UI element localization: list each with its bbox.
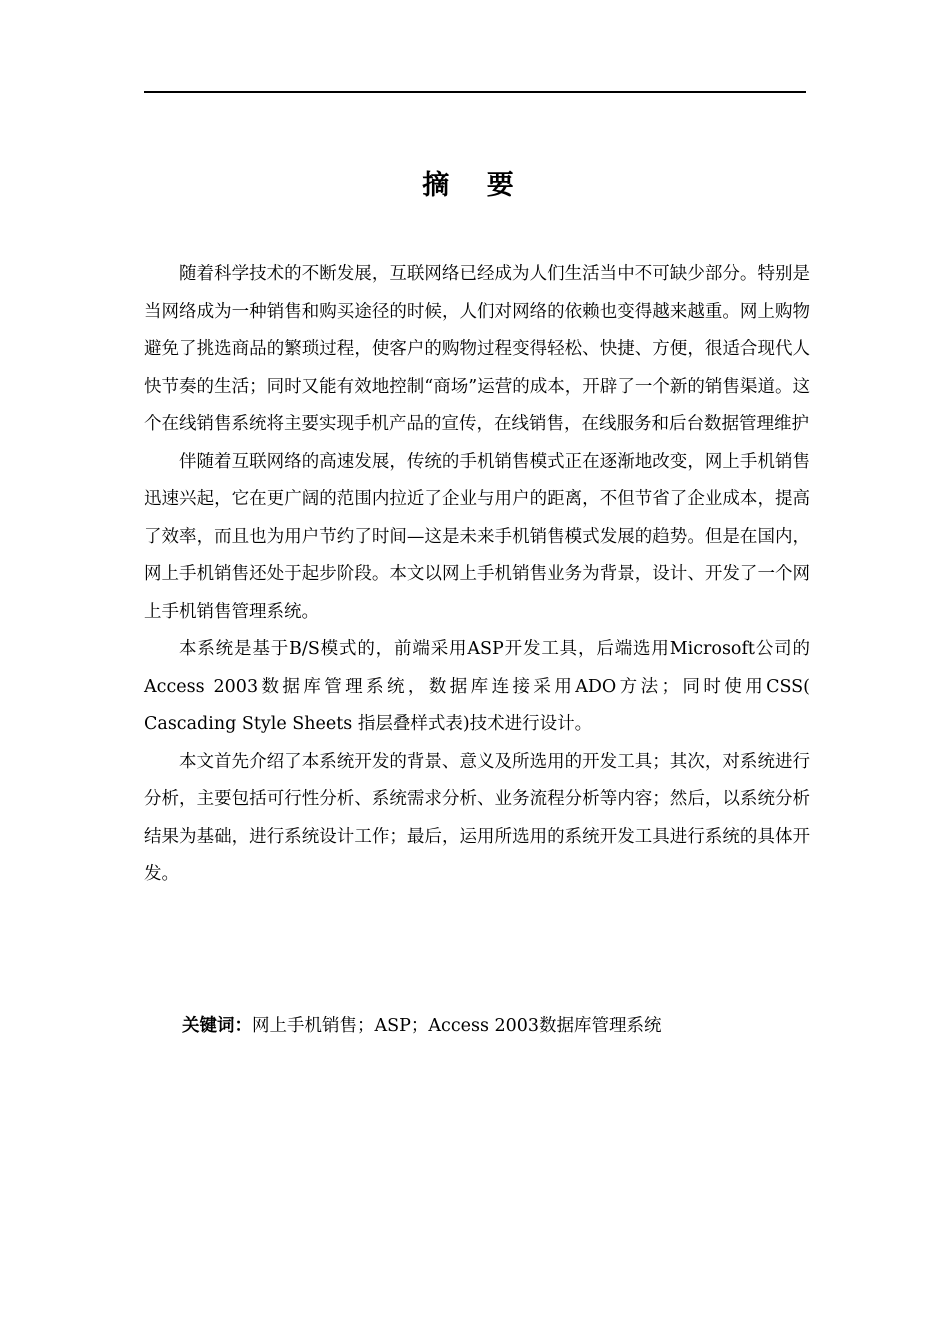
header-rule: [144, 91, 806, 93]
abstract-paragraph-4: 本文首先介绍了本系统开发的背景、意义及所选用的开发工具；其次，对系统进行分析，主要包括可行性分析、系统需求分析、业务流程分析等内容；然后，以系统分析结果为基础，进行系统设计工作；最后，运用所选用的系统开发工具进行系统的具体开发。: [144, 751, 810, 884]
abstract-paragraph-2: 伴随着互联网络的高速发展，传统的手机销售模式正在逐渐地改变，网上手机销售迅速兴起，它在更广阔的范围内拉近了企业与用户的距离，不但节省了企业成本，提高了效率，而且也为用户节约了时间—这是未来手机销售模式发展的趋势。但是在国内，网上手机销售还处于起步阶段。本文以网上手机销售业务为背景，设计、开发了一个网上手机销售管理系统。: [144, 451, 810, 622]
keywords-label: 关键词：: [182, 1016, 252, 1036]
abstract-title: 摘 要: [422, 170, 528, 201]
keywords-line: [182, 1011, 822, 1041]
keywords-value: 网上手机销售；ASP；Access 2003数据库管理系统: [252, 1016, 662, 1036]
abstract-paragraph-1: 随着科学技术的不断发展，互联网络已经成为人们生活当中不可缺少部分。特别是当网络成为一种销售和购买途径的时候，人们对网络的依赖也变得越来越重。网上购物避免了挑选商品的繁琐过程，使客户的购物过程变得轻松、快捷、方便，很适合现代人快节奏的生活；同时又能有效地控制“商场”运营的成本，开辟了一个新的销售渠道。这个在线销售系统将主要实现手机产品的宣传，在线销售，在线服务和后台数据管理维护: [144, 264, 810, 434]
abstract-body: [144, 256, 810, 894]
abstract-paragraph-3: 本系统是基于B/S模式的，前端采用ASP开发工具，后端选用Microsoft公司的Access 2003数据库管理系统，数据库连接采用ADO方法；同时使用CSS( Cascading Style Sheets 指层叠样式表)技术进行设计。: [144, 639, 810, 734]
